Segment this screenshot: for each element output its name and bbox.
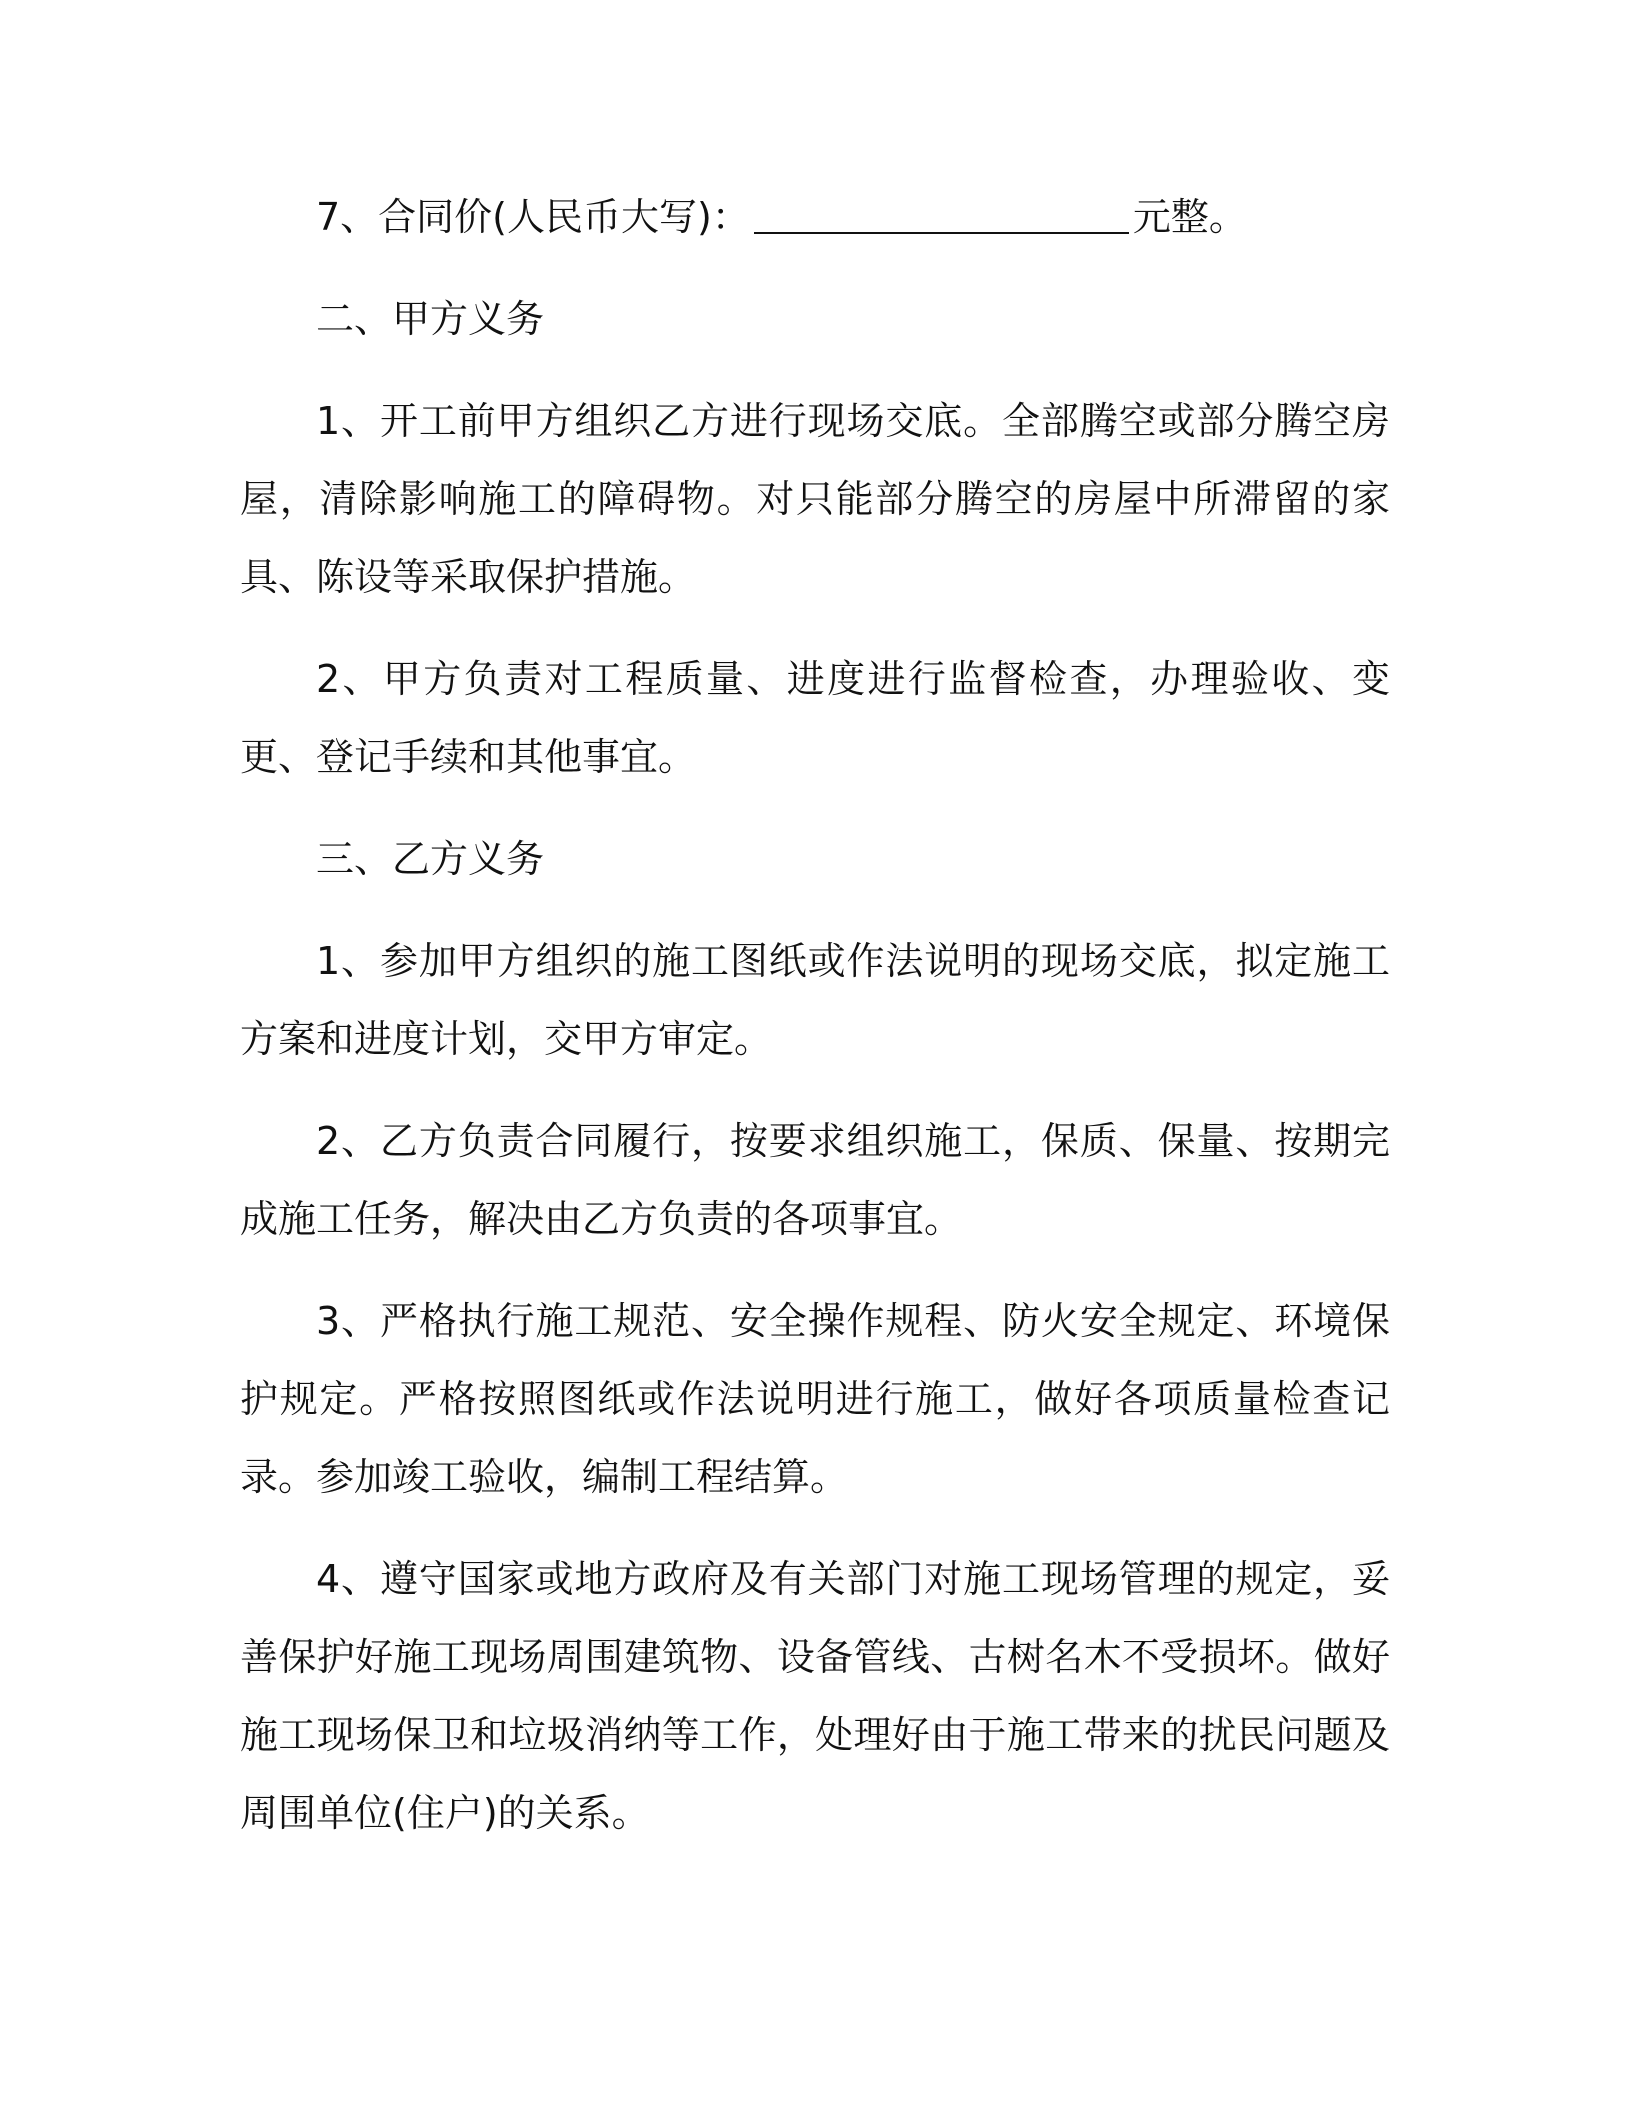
- section-three-item-2: 2、乙方负责合同履行，按要求组织施工，保质、保量、按期完成施工任务，解决由乙方负责的各项事宜。: [240, 1119, 1390, 1241]
- section-two-heading: 二、甲方义务: [316, 297, 545, 341]
- section-three-heading: 三、乙方义务: [316, 837, 545, 881]
- document-body: [240, 178, 1390, 1876]
- contract-price-suffix: 元整。: [1132, 195, 1247, 239]
- section-three-item-3: 3、严格执行施工规范、安全操作规程、防火安全规定、环境保护规定。严格按照图纸或作法说明进行施工，做好各项质量检查记录。参加竣工验收，编制工程结算。: [240, 1299, 1390, 1499]
- section-three-item-1: 1、参加甲方组织的施工图纸或作法说明的现场交底，拟定施工方案和进度计划，交甲方审定。: [240, 939, 1390, 1061]
- contract-price-line: [240, 178, 1390, 256]
- section-two-item-2: 2、甲方负责对工程质量、进度进行监督检查，办理验收、变更、登记手续和其他事宜。: [240, 657, 1390, 779]
- section-two-item-1: 1、开工前甲方组织乙方进行现场交底。全部腾空或部分腾空房屋，清除影响施工的障碍物。对只能部分腾空的房屋中所滞留的家具、陈设等采取保护措施。: [240, 399, 1390, 599]
- contract-price-label: 7、合同价(人民币大写)：: [316, 195, 750, 239]
- contract-price-blank: [754, 194, 1129, 234]
- section-three-item-4: 4、遵守国家或地方政府及有关部门对施工现场管理的规定，妥善保护好施工现场周围建筑物、设备管线、古树名木不受损坏。做好施工现场保卫和垃圾消纳等工作，处理好由于施工带来的扰民问题及周围单位(住户)的关系。: [240, 1557, 1390, 1835]
